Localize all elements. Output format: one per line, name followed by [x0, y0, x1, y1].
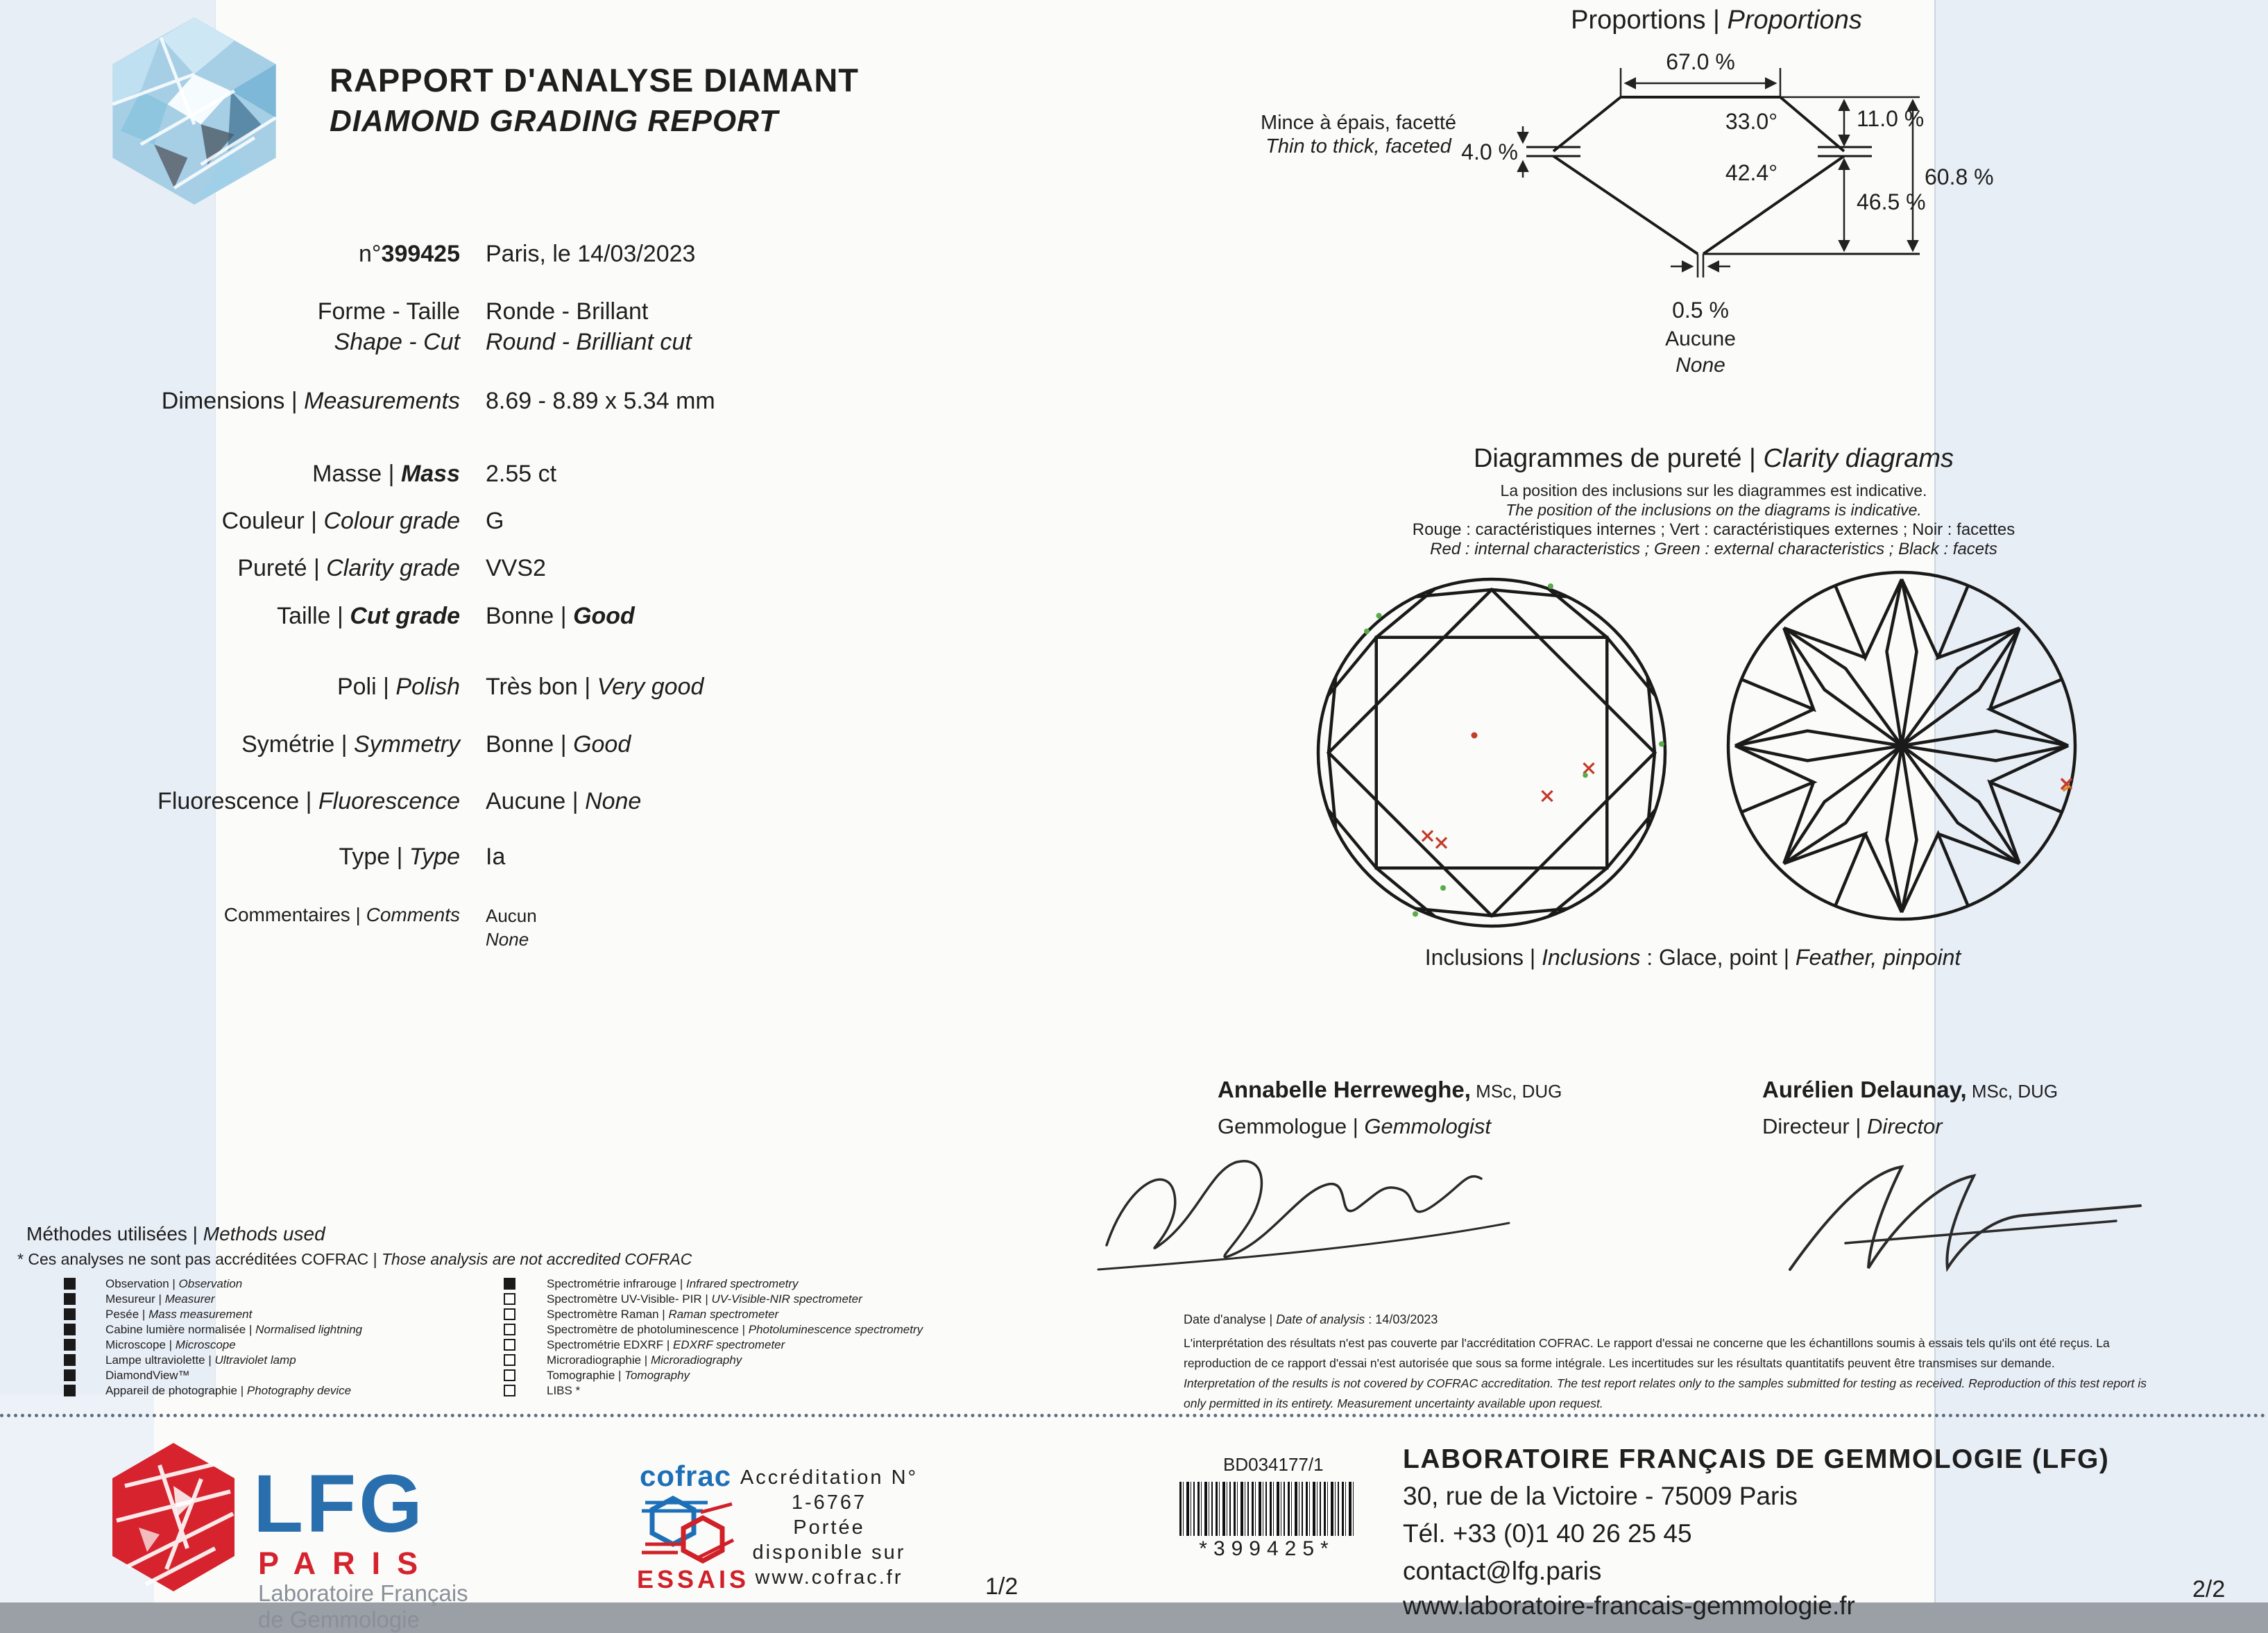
checkbox-mass	[64, 1308, 76, 1320]
method-edxrf: Spectrométrie EDXRF | EDXRF spectrometer	[547, 1338, 785, 1351]
accreditation-line-1: Accréditation N°	[740, 1467, 919, 1489]
director-name: Aurélien Delaunay, MSc, DUG	[1762, 1077, 2058, 1102]
inclusion-feather-mark	[1422, 831, 1447, 848]
crown-height-label: 11.0 %	[1857, 106, 1925, 131]
cofrac-wordmark: cofrac	[640, 1460, 732, 1492]
lab-email: contact@lfg.paris	[1403, 1557, 1602, 1585]
disclaimer-fr-line2: reproduction de ce rapport d'essai n'est autorisée que sous sa forme intégrale. Les incertitudes sur les résultats quantitatifs peuvent être transmises sur demande.	[1184, 1356, 2055, 1370]
checkbox-libs	[504, 1385, 515, 1396]
method-measurer: Mesureur | Measurer	[105, 1292, 215, 1306]
external-mark	[1413, 912, 1418, 917]
inclusion-feather-mark	[1584, 763, 1594, 773]
accreditation-block	[715, 1465, 944, 1590]
inclusion-feather-mark	[1542, 791, 1553, 801]
lfg-subtitle-1: Laboratoire Français	[258, 1580, 468, 1606]
barcode-number: *399425*	[1199, 1537, 1335, 1560]
report-place-date: Paris, le 14/03/2023	[486, 241, 696, 267]
external-mark	[1364, 629, 1370, 634]
dotted-divider	[0, 1414, 2267, 1417]
lab-website: www.laboratoire-francais-gemmologie.fr	[1403, 1591, 1855, 1620]
method-microscope: Microscope | Microscope	[105, 1338, 236, 1351]
method-raman: Spectromètre Raman | Raman spectrometer	[547, 1308, 779, 1321]
cofrac-essais: ESSAIS	[637, 1565, 750, 1593]
checkbox-infrared	[504, 1278, 515, 1290]
director-role: Directeur | Director	[1762, 1114, 1943, 1138]
checkbox-light-cabinet	[64, 1324, 76, 1335]
checkbox-photography	[64, 1385, 76, 1396]
culet-fr-label: Aucune	[1665, 327, 1736, 350]
clarity-diagram-crown	[1311, 572, 1672, 933]
checkbox-edxrf	[504, 1339, 515, 1351]
page-number-right: 2/2	[2192, 1576, 2226, 1602]
disclaimer-fr-line1: L'interprétation des résultats n'est pas couverte par l'accréditation COFRAC. Le rapport d'essai ne concerne que les échantillons soumis à essais tels qu'ils ont été reçus. La	[1184, 1336, 2110, 1350]
method-uv-visible: Spectromètre UV-Visible- PIR | UV-Visible-NIR spectrometer	[547, 1292, 862, 1306]
clarity-legend-fr: Rouge : caractéristiques internes ; Vert : caractéristiques externes ; Noir : facettes	[1412, 520, 2015, 539]
analysis-date-line: Date d'analyse | Date of analysis : 14/03/2023	[1184, 1313, 1438, 1326]
lfg-red-hexagon-icon	[104, 1437, 243, 1602]
lfg-diamond-logo-icon	[101, 10, 288, 212]
girdle-fr-label: Mince à épais, facetté	[1260, 112, 1457, 134]
method-infrared: Spectrométrie infrarouge | Infrared spectrometry	[547, 1277, 799, 1290]
external-mark	[1583, 773, 1588, 778]
pavilion-depth-label: 46.5 %	[1857, 189, 1926, 214]
checkbox-photoluminescence	[504, 1324, 515, 1335]
clarity-legend-en: Red : internal characteristics ; Green : external characteristics ; Black : facets	[1430, 540, 1997, 558]
methods-title: Méthodes utilisées | Methods used	[26, 1223, 325, 1245]
girdle-pct-label: 4.0 %	[1461, 139, 1518, 164]
checkbox-tomography	[504, 1369, 515, 1381]
barcode	[1179, 1482, 1354, 1536]
checkbox-uv-lamp	[64, 1354, 76, 1366]
disclaimer-en-line1: Interpretation of the results is not covered by COFRAC accreditation. The test report relates only to the samples submitted for testing as received. Reproduction of this test report is	[1184, 1376, 2147, 1390]
girdle-en-label: Thin to thick, faceted	[1265, 135, 1451, 157]
checkbox-diamondview	[64, 1369, 76, 1381]
page-number-left: 1/2	[985, 1573, 1018, 1600]
method-photoluminescence: Spectromètre de photoluminescence | Photoluminescence spectrometry	[547, 1323, 923, 1336]
accreditation-line-3: Portée	[793, 1516, 865, 1539]
shape-label-fr: Forme - Taille	[317, 298, 460, 325]
total-depth-label: 60.8 %	[1925, 164, 1994, 189]
director-signature	[1766, 1152, 2154, 1287]
lfg-wordmark: LFG	[253, 1458, 425, 1550]
crown-angle-label: 33.0°	[1725, 109, 1777, 134]
lfg-subtitle-2: de Gemmologie	[258, 1607, 420, 1632]
table-pct-label: 67.0 %	[1666, 49, 1735, 74]
checkbox-raman	[504, 1308, 515, 1320]
cofrac-website: www.cofrac.fr	[755, 1566, 903, 1589]
method-microradiography: Microradiographie | Microradiography	[547, 1353, 742, 1367]
method-observation: Observation | Observation	[105, 1277, 243, 1290]
method-diamondview: DiamondView™	[105, 1369, 190, 1382]
barcode-id: BD034177/1	[1223, 1454, 1324, 1475]
method-mass: Pesée | Mass measurement	[105, 1308, 253, 1321]
method-libs: LIBS *	[547, 1384, 581, 1397]
method-photography: Appareil de photographie | Photography device	[105, 1384, 352, 1397]
culet-en-label: None	[1676, 354, 1725, 377]
culet-pct-label: 0.5 %	[1672, 298, 1729, 323]
checkbox-microscope	[64, 1339, 76, 1351]
checkbox-microradiography	[504, 1354, 515, 1366]
clarity-note-en: The position of the inclusions on the diagrams is indicative.	[1506, 501, 1922, 519]
disclaimer-en-line2: only permitted in its entirety. Measurement uncertainty available upon request.	[1184, 1396, 1603, 1410]
checkbox-measurer	[64, 1293, 76, 1305]
lab-name: LABORATOIRE FRANÇAIS DE GEMMOLOGIE (LFG)	[1403, 1444, 2110, 1474]
report-title-en: DIAMOND GRADING REPORT	[330, 104, 778, 138]
method-light-cabinet: Cabine lumière normalisée | Normalised lightning	[105, 1323, 363, 1336]
shape-value-fr: Ronde - Brillant	[486, 298, 649, 325]
shape-value-en: Round - Brilliant cut	[486, 329, 692, 355]
lab-address: 30, rue de la Victoire - 75009 Paris	[1403, 1482, 1798, 1510]
inclusion-pinpoint-mark	[1472, 733, 1478, 739]
lfg-city: PARIS	[258, 1546, 435, 1581]
inclusions-caption: Inclusions | Inclusions : Glace, point | Feather, pinpoint	[1424, 945, 1961, 970]
proportions-title: Proportions | Proportions	[1571, 6, 1862, 35]
method-tomography: Tomographie | Tomography	[547, 1369, 690, 1382]
external-mark	[1659, 742, 1664, 747]
accreditation-number: 1-6767	[791, 1491, 867, 1514]
methods-note: * Ces analyses ne sont pas accréditées COFRAC | Those analysis are not accredited COFRAC	[17, 1250, 692, 1268]
checkbox-uv-visible	[504, 1293, 515, 1305]
external-mark	[1376, 613, 1382, 619]
pavilion-angle-label: 42.4°	[1725, 160, 1777, 185]
gemmologist-role: Gemmologue | Gemmologist	[1218, 1114, 1491, 1138]
external-mark	[1548, 583, 1553, 589]
accreditation-line-4: disponible sur	[752, 1541, 906, 1564]
shape-label-en: Shape - Cut	[334, 329, 460, 355]
clarity-title: Diagrammes de pureté | Clarity diagrams	[1473, 444, 1954, 473]
gemmologist-signature	[1093, 1141, 1523, 1290]
report-number: n°399425	[359, 241, 460, 267]
clarity-diagram-pavilion	[1721, 565, 2082, 926]
report-title-fr: RAPPORT D'ANALYSE DIAMANT	[330, 62, 859, 99]
checkbox-observation	[64, 1278, 76, 1290]
lab-phone: Tél. +33 (0)1 40 26 25 45	[1403, 1519, 1692, 1548]
clarity-note-fr: La position des inclusions sur les diagrammes est indicative.	[1500, 481, 1927, 499]
external-mark	[1440, 885, 1446, 891]
proportions-diagram	[1235, 33, 1998, 411]
gemmologist-name: Annabelle Herreweghe, MSc, DUG	[1218, 1077, 1562, 1102]
method-uv-lamp: Lampe ultraviolette | Ultraviolet lamp	[105, 1353, 296, 1367]
report-page: RAPPORT D'ANALYSE DIAMANT DIAMOND GRADING REPORT n°399425 Paris, le 14/03/2023 Forme - Taille Shape - Cut Ronde - Brillant Round - Brilliant cut Dimensions | Measurements 8.69 - 8.89 x 5.34 mm Masse | Mass 2.55 ct Couleur | Colour grade G Pureté | Clarity grade VVS2 Taille | Cut grade Bonne | Good Poli | Polish Très bon | Very good Symétrie | Symmetry Bonne | Good Fluorescence | Fluorescence Aucune | None Type | Type Ia Commentaires | Comments Aucun None Proportions | Proportions 67.0 % 0.5 % Aucune None 11.0 % 46.5 % 33.0° 42.4° 60.8 % 4.0 % Mince à épais, facetté Thin to thick, faceted Diagrammes de pureté | Clarity diagrams La position des inclusions sur les diagrammes est indicative. The position of the inclusions on the diagrams is indicative. Rouge : caractéristiques internes ; Vert : caractéristiques externes ; Noir : facettes Red : internal characteristics ; Green : external characteristics ; Black : facets Inclusions | Inclusions : Glace, point | Feather, pinpoint Annabelle Herreweghe, MSc, DUG Gemmologue | Gemmologist Aurélien Delaunay, MSc, DUG Directeur | Director Méthodes utilisées | Methods used * Ces analyses ne sont pas accréditées COFRAC | Those analysis are not accredited COFRAC Observation | Observation Mesureur | Measurer Pesée | Mass measurement Cabine lumière normalisée | Normalised lightning Microscope | Microscope Lampe ultraviolette | Ultraviolet lamp DiamondView™ Appareil de photographie | Photography device Spectrométrie infrarouge | Infrared spectrometry Spectromètre UV-Visible- PIR | UV-Visible-NIR spectrometer Spectromètre Raman | Raman spectrometer Spectromètre de photoluminescence | Photoluminescence spectrometry Spectrométrie EDXRF | EDXRF spectrometer Microradiographie | Microradiography Tomographie | Tomography LIBS * Date d'analyse | Date of analysis : 14/03/2023 L'interprétation des résultats n'est pas couverte par l'accréditation COFRAC. Le rapport d'essai ne concerne que les échantillons soumis à essais tels qu'ils ont été reçus. La reproduction de ce rapport d'essai n'est autorisée que sous sa forme intégrale. Les incertitudes sur les résultats quantitatifs peuvent être transmises sur demande. Interpretation of the results is not covered by COFRAC accreditation. The test report relates only to the samples submitted for testing as received. Reproduction of this test report is only permitted in its entirety. Measurement uncertainty available upon request. LFG PARIS Laboratoire Français de Gemmologie cofrac ESSAIS Accréditation N° 1-6767 Portée disponible sur www.cofrac.fr 1/2 BD034177/1 *399425* LABORATOIRE FRANÇAIS DE GEMMOLOGIE (LFG) 30, rue de la Victoire - 75009 Paris Tél. +33 (0)1 40 26 25 45 contact@lfg.paris www.laboratoire-francais-gemmologie.fr 2/2	[0, 0, 2267, 1602]
